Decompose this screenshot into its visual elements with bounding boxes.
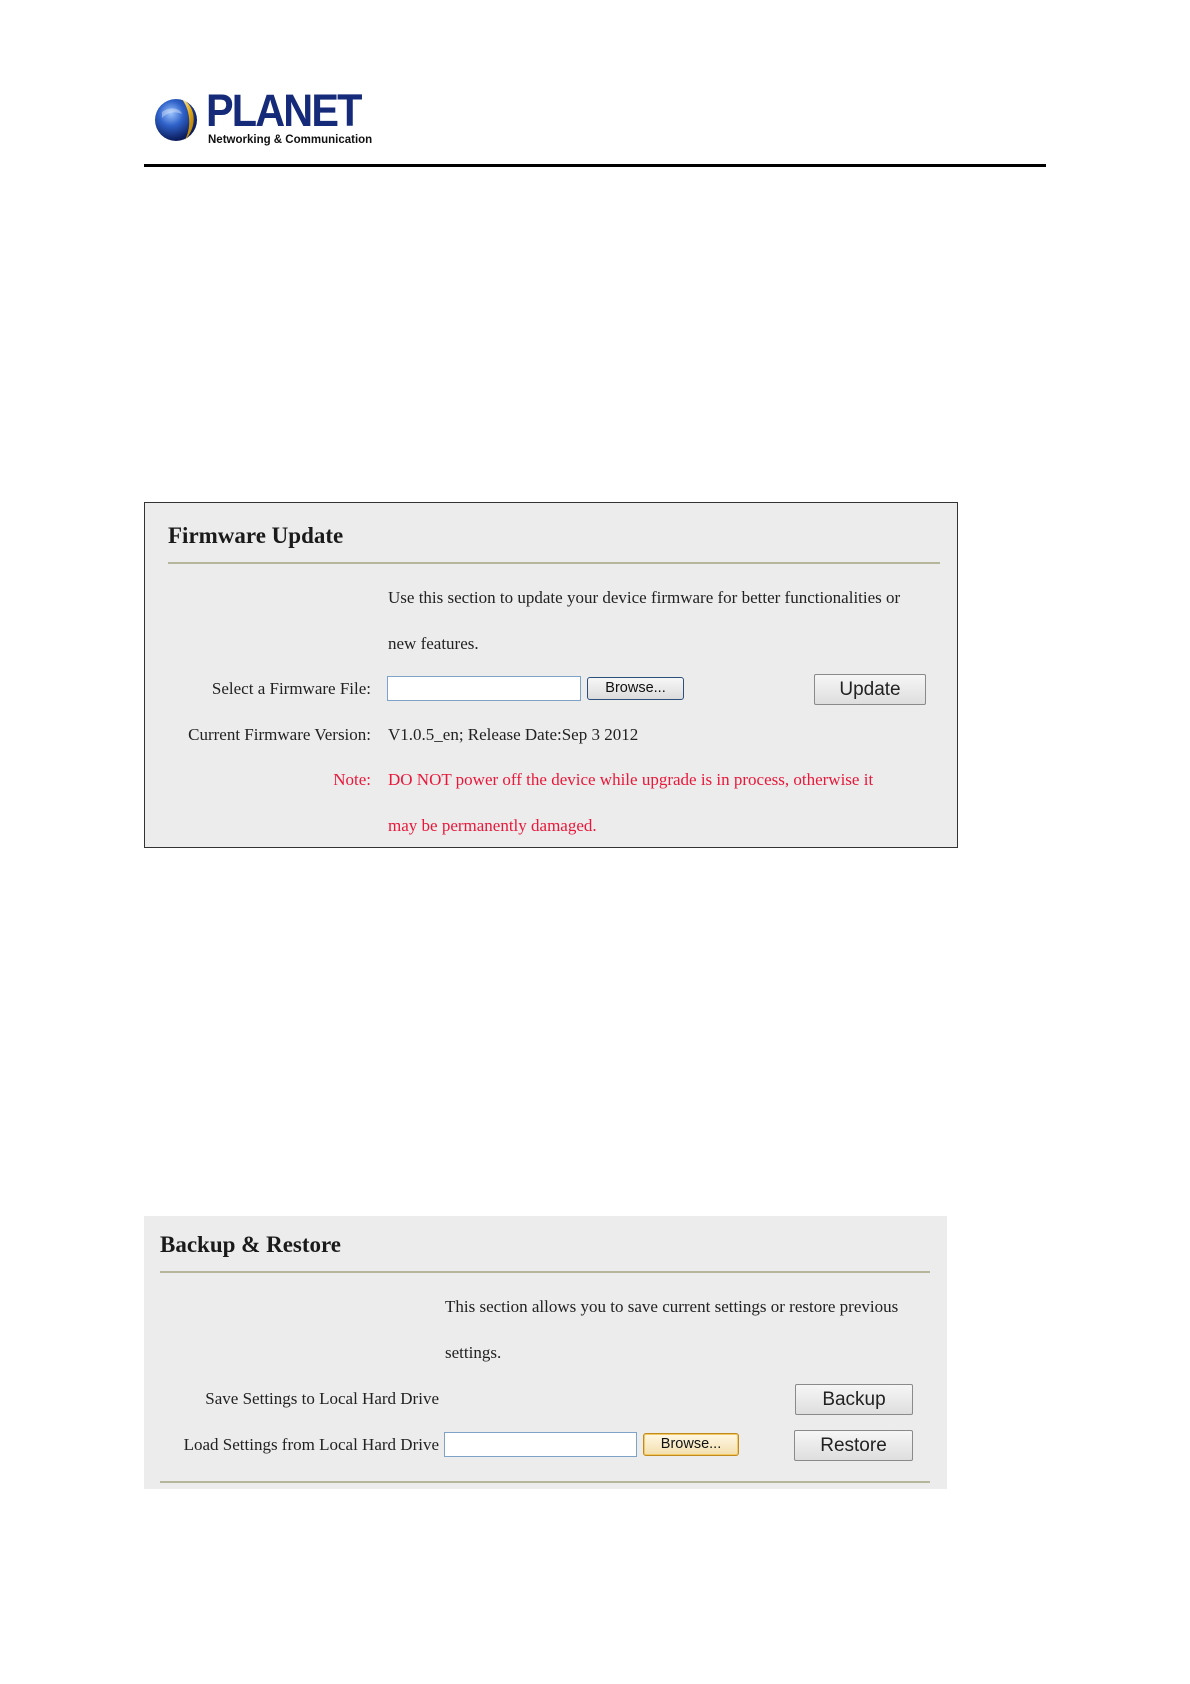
settings-file-input[interactable] [444,1432,637,1457]
note-label: Note: [333,770,371,789]
description-text-cont: new features. [388,634,479,653]
description-text: This section allows you to save current settings or restore previous [445,1297,899,1316]
load-settings-label: Load Settings from Local Hard Drive [183,1435,439,1454]
bottom-divider [160,1481,930,1483]
select-firmware-label: Select a Firmware File: [211,679,371,698]
backup-button[interactable]: Backup [795,1384,913,1415]
description-text: Use this section to update your device firmware for better functionalities or [388,588,901,607]
browse-button[interactable]: Browse... [587,677,684,700]
title-divider [168,562,940,564]
restore-button[interactable]: Restore [794,1430,913,1461]
header-divider [144,164,1046,167]
browse-button[interactable]: Browse... [643,1433,739,1456]
update-button[interactable]: Update [814,674,926,705]
panel-title: Firmware Update [168,523,344,548]
panel-title: Backup & Restore [160,1232,342,1257]
brand-name: PLANET [206,85,361,136]
firmware-version-value: V1.0.5_en; Release Date:Sep 3 2012 [388,725,639,744]
description-text-cont: settings. [445,1343,502,1362]
brand-tagline: Networking & Communication [208,134,373,146]
note-text-cont: may be permanently damaged. [388,816,597,835]
note-text: DO NOT power off the device while upgrade is in process, otherwise it [388,770,874,789]
planet-globe-icon [152,96,200,144]
firmware-update-panel [144,502,958,848]
planet-logo [152,85,373,152]
firmware-file-input[interactable] [387,676,581,701]
firmware-version-label: Current Firmware Version: [188,725,371,744]
save-settings-label: Save Settings to Local Hard Drive [205,1389,439,1408]
title-divider [160,1271,930,1273]
backup-restore-panel [144,1216,947,1489]
